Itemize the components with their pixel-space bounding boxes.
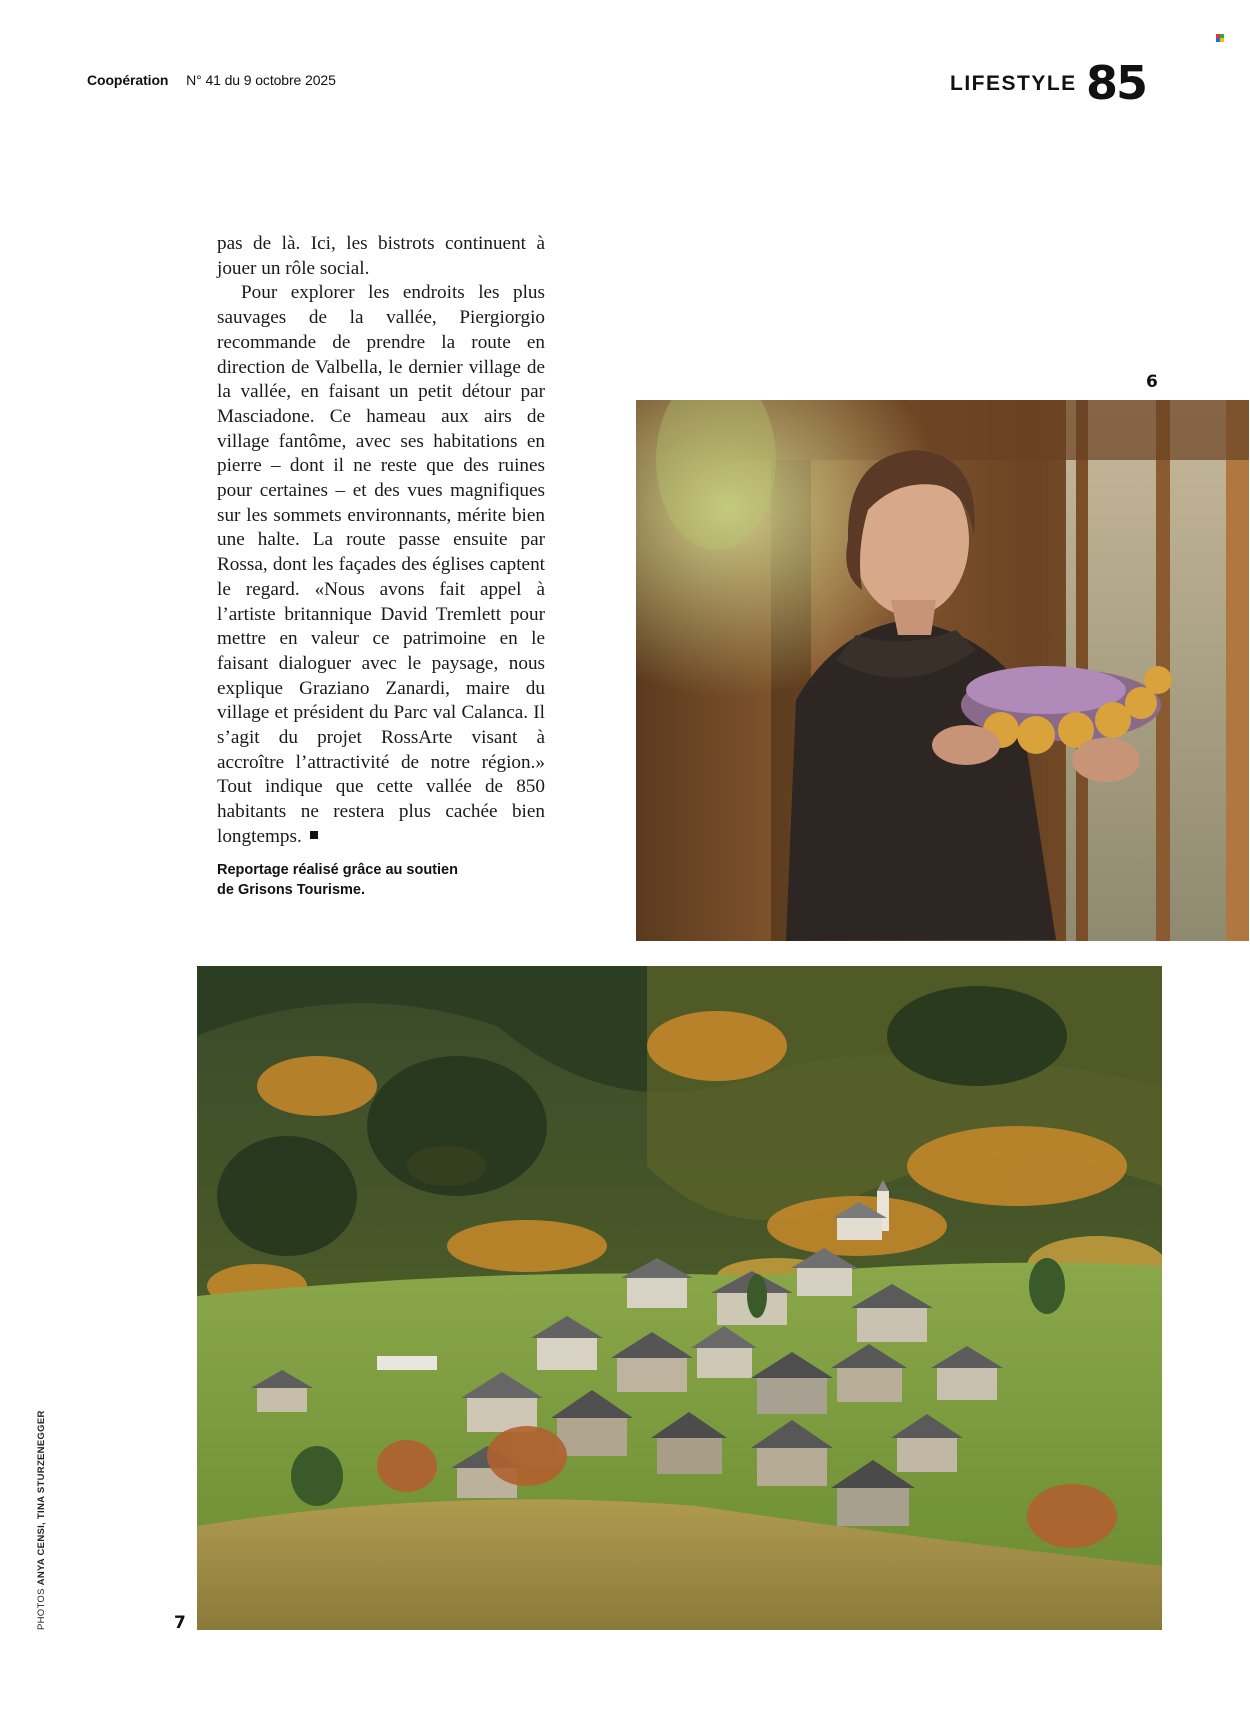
photo-credit [36,1410,47,1630]
article-body [217,232,545,850]
figure-number-7: 7 [174,1613,186,1633]
section-title: LIFESTYLE [950,72,1077,95]
photo-credit-label: PHOTOS [36,1585,47,1630]
figure-number-6: 6 [1146,372,1158,392]
photo-credit-names: ANYA CENSI, TINA STURZENEGGER [36,1410,47,1586]
masthead [87,72,336,88]
print-color-marker [1216,34,1224,42]
page-number: 85 [1086,56,1147,110]
end-of-article-mark [310,831,318,839]
publication-name: Coopération [87,72,169,88]
issue-info: N° 41 du 9 octobre 2025 [186,72,336,88]
photo-village-landscape [197,966,1162,1630]
article-paragraph [217,281,545,849]
sponsor-note-line: Reportage réalisé grâce au soutien [217,862,458,878]
sponsor-note-line: de Grisons Tourisme. [217,882,365,898]
photo-woman-with-onions [636,400,1249,941]
article-paragraph: pas de là. Ici, les bistrots continuent à jouer un rôle social. [217,233,545,279]
sponsor-note [217,860,517,900]
paragraph-text: Pour explorer les endroits les plus sauvages de la vallée, Piergiorgio recommande de prendre la route en direction de Valbella, le dernier village de la vallée, en faisant un petit détour par Masciadone. Ce hameau aux airs de village fantôme, avec ses habitations en pierre – dont il ne reste que des ruines pour certaines – et des vues magnifiques sur les sommets environnants, mérite bien une halte. La route passe ensuite par Rossa, dont les façades des églises captent le regard. «Nous avons fait appel à l’artiste britannique David Tremlett pour mettre en valeur ce patrimoine en le faisant dialoguer avec le paysage, nous explique Graziano Zanardi, maire du village et président du Parc val Calanca. Il s’agit du projet RossArte visant à accroître l’attractivité de notre région.» Tout indique que cette vallée de 850 habitants ne restera plus cachée bien longtemps. [217,282,545,847]
